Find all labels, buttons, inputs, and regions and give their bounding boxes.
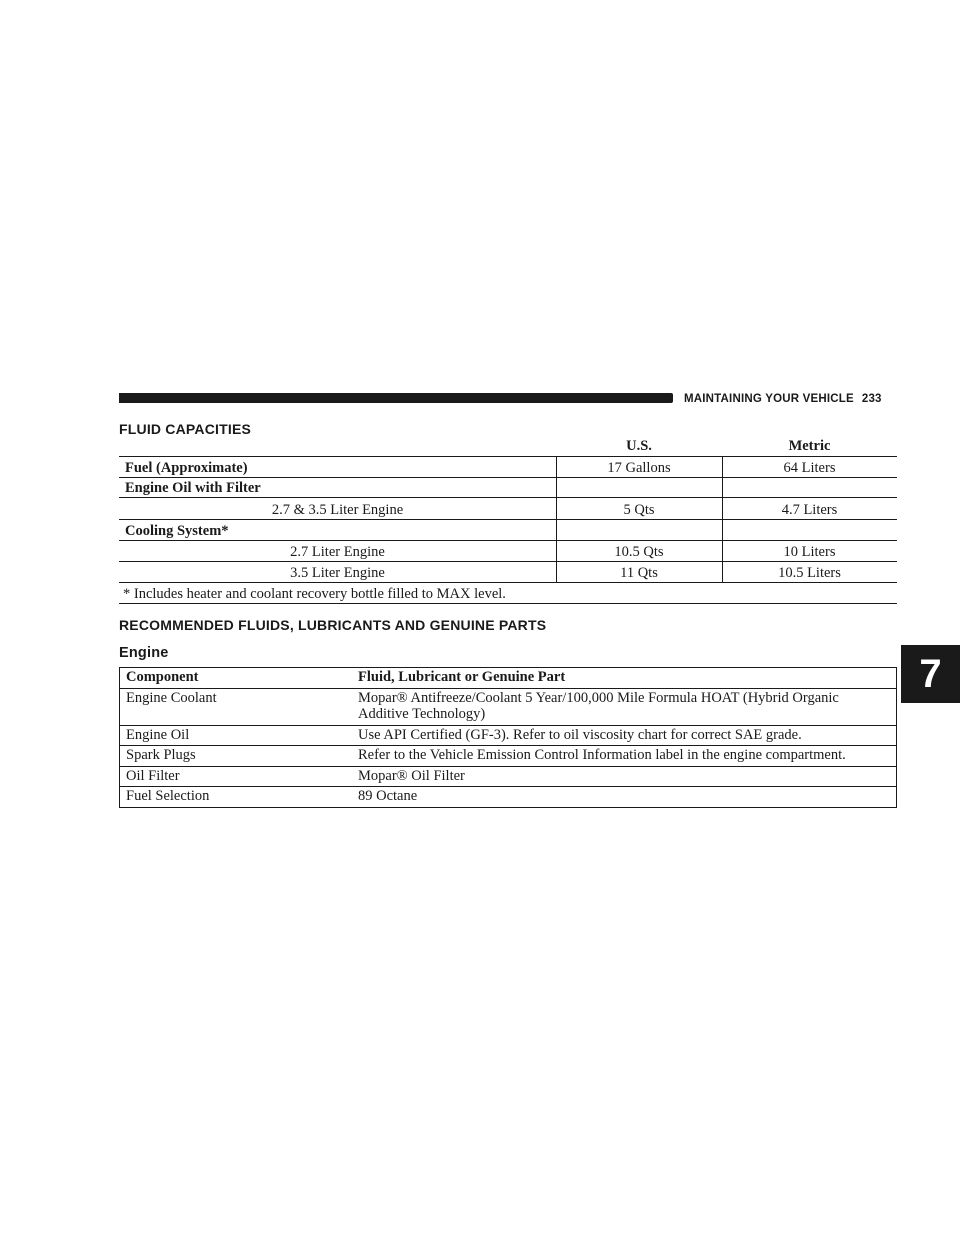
table-row [120,787,897,808]
part-cell: Refer to the Vehicle Emission Control Information label in the engine compartment. [352,746,897,767]
fluid-capacities-heading: FLUID CAPACITIES [119,421,252,437]
footnote: * Includes heater and coolant recovery bottle filled to MAX level. [123,586,506,602]
col-header-component: Component [120,668,353,689]
part-cell: 89 Octane [352,787,897,808]
row-label: Engine Oil with Filter [125,480,261,496]
row-label: Fuel (Approximate) [125,460,248,476]
table-rule [119,540,897,541]
part-cell: Mopar® Antifreeze/Coolant 5 Year/100,000 Mile Formula HOAT (Hybrid Organic Additive Technology) [352,688,897,725]
component-cell: Oil Filter [120,766,353,787]
col-header-fluid: Fluid, Lubricant or Genuine Part [352,668,897,689]
col-header-metric: Metric [788,438,831,454]
table-row [120,766,897,787]
row-us: 17 Gallons [607,460,671,476]
header-title: MAINTAINING YOUR VEHICLE [684,393,854,405]
component-cell: Engine Oil [120,725,353,746]
table-rule [119,497,897,498]
table-row [120,688,897,725]
engine-subheading: Engine [119,645,169,661]
row-us: 11 Qts [620,565,658,581]
row-label: 2.7 Liter Engine [290,544,385,560]
row-metric: 64 Liters [783,460,836,476]
component-cell: Fuel Selection [120,787,353,808]
table-header-row [120,668,897,689]
table-rule [119,582,897,583]
header-rule [119,393,673,403]
row-label: 2.7 & 3.5 Liter Engine [271,502,404,518]
row-label: 3.5 Liter Engine [290,565,385,581]
running-header [684,393,882,406]
component-cell: Engine Coolant [120,688,353,725]
row-metric: 10.5 Liters [778,565,841,581]
row-us: 5 Qts [623,502,655,518]
page-number: 233 [861,393,882,405]
table-rule [119,561,897,562]
row-us: 10.5 Qts [614,544,664,560]
chapter-tab: 7 [901,645,960,703]
row-label: Cooling System* [125,523,229,539]
recommended-heading: RECOMMENDED FLUIDS, LUBRICANTS AND GENUINE PARTS [119,617,547,633]
col-header-us: U.S. [626,438,652,454]
table-row [120,725,897,746]
row-metric: 10 Liters [783,544,836,560]
table-rule [119,603,897,604]
engine-fluids-table [119,667,897,808]
part-cell: Mopar® Oil Filter [352,766,897,787]
table-rule [119,456,897,457]
table-row [120,746,897,767]
part-cell: Use API Certified (GF-3). Refer to oil viscosity chart for correct SAE grade. [352,725,897,746]
table-rule [119,477,897,478]
table-rule [119,519,897,520]
row-metric: 4.7 Liters [781,502,838,518]
component-cell: Spark Plugs [120,746,353,767]
